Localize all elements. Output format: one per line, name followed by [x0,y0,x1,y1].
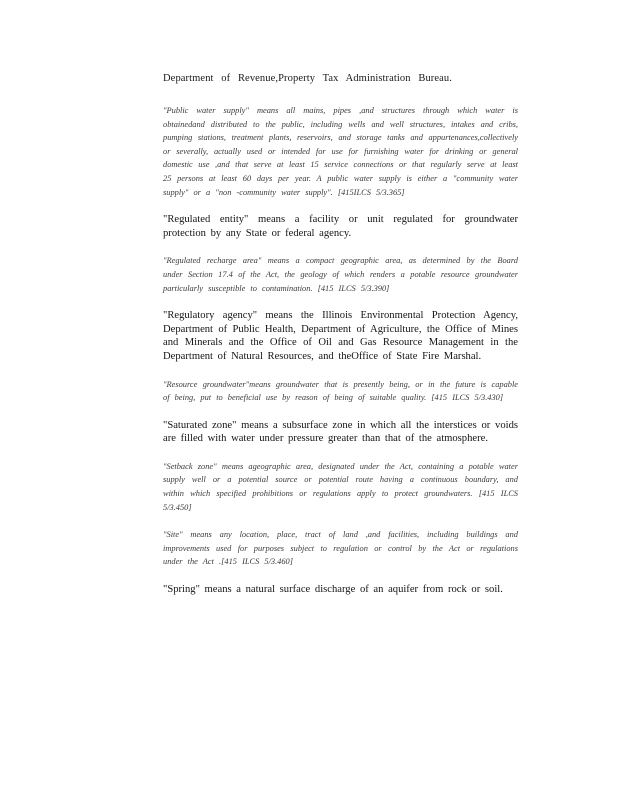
definition-saturated-zone: "Saturated zone" means a subsurface zone in which all the interstices or voids are filled with water under pressure greater than that of the atmosphere. [163,419,518,445]
definition-regulatory-agency: "Regulatory agency" means the Illinois Environmental Protection Agency, Department of Public Health, Department of Agriculture, the Office of Mines and Minerals and the Office of Oil and Gas Resource Management in the Department of Natural Resources, and theOffice of State Fire Marshal. [163,310,518,362]
definition-site: "Site" means any location, place, tract of land ,and facilities, including buildings and improvements used for purposes subject to regulation or control by the Act or regulations under the Act .[415 ILCS 5/3.460] [163,530,518,567]
page-header: Department of Revenue,Property Tax Administration Bureau. [163,73,453,84]
definition-regulated-recharge-area: "Regulated recharge area" means a compact geographic area, as determined by the Board under Section 17.4 of the Act, the geology of which renders a potable resource groundwater particularly susceptible to contamination. [415 ILCS 5/3.390] [163,256,518,293]
definition-regulated-entity: "Regulated entity" means a facility or unit regulated for groundwater protection by any State or federal agency. [163,214,518,239]
document-page [163,72,518,611]
definition-resource-groundwater: "Resource groundwater"means groundwater that is presently being, or in the future is capable of being, put to beneficial use by reason of being of suitable quality. [415 ILCS 5/3.430] [163,379,518,403]
definition-setback-zone: "Setback zone" means ageographic area, designated under the Act, containing a potable water supply well or a potential source or potential route having a continuous boundary, and within which specified prohibitions or regulations apply to protect groundwaters. [415 ILCS 5/3.450] [163,461,518,512]
definition-public-water-supply: "Public water supply" means all mains, pipes ,and structures through which water is obtainedand distributed to the public, including wells and well structures, intakes and cribs, pumping stations, treatment plants, reservoirs, and storage tanks and appurtenances,collectively or severally, actually used or intended for use for furnishing water for drinking or general domestic use ,and that serve at least 15 service connections or that regularly serve at least 25 persons at least 60 days per year. A public water supply is either a "community water supply" or a "non -community water supply". [415ILCS 5/3.365] [163,106,518,197]
definition-spring: "Spring" means a natural surface discharge of an aquifer from rock or soil. [163,584,503,596]
